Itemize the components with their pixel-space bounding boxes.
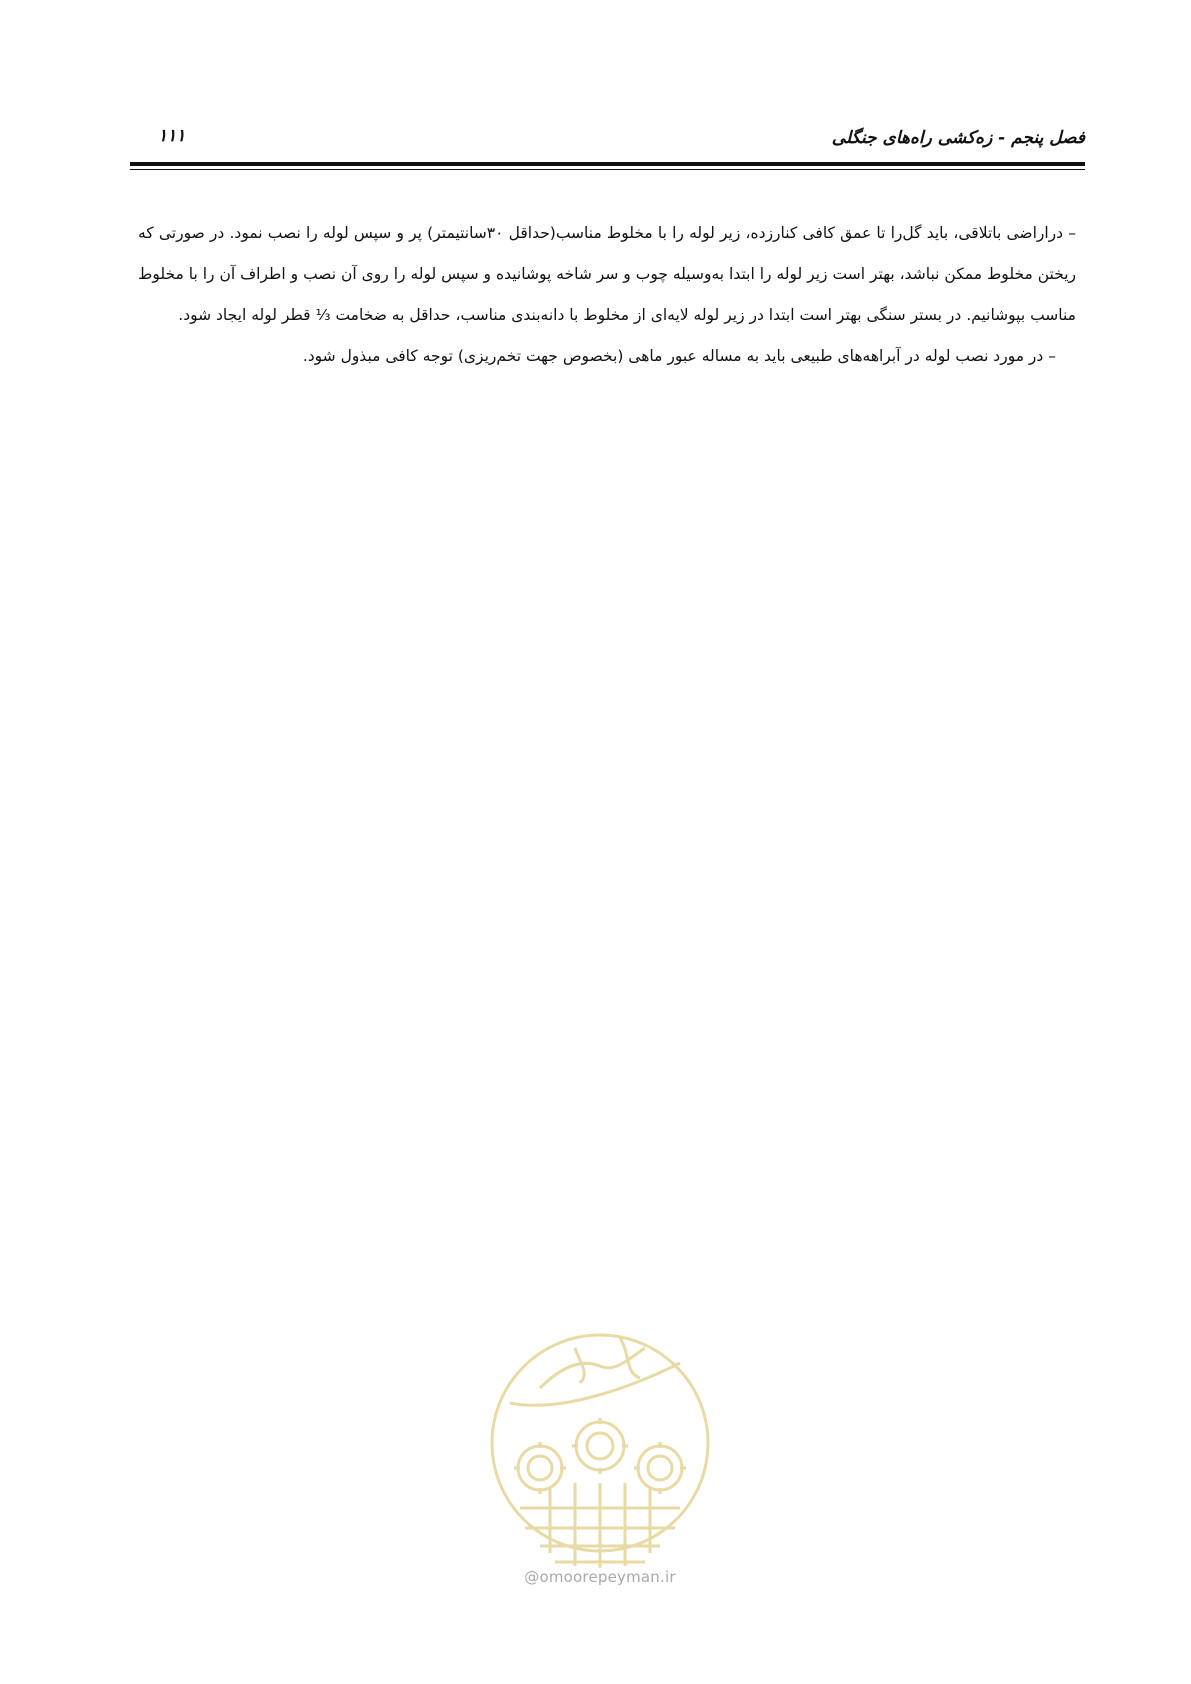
- chapter-title: فصل پنجم - زه‌کشی راه‌های جنگلی: [831, 128, 1085, 148]
- paragraph: – دراراضی باتلاقی، باید گل‌را تا عمق کافی کنارزده، زیر لوله را با مخلوط مناسب(حداقل ۳۰سانتیمتر) پر و سپس لوله را نصب نمود. در صورتی که ریختن مخلوط ممکن نباشد، بهتر است زیر لوله را ابتدا به‌وسیله چوب و سر شاخه پوشانیده و سپس لوله را روی آن نصب و اطراف آن را با مخلوط مناسب بپوشانیم. در بستر سنگی بهتر است ابتدا در زیر لوله لایه‌ای از مخلوط با دانه‌بندی مناسب، حداقل به ضخامت ⅓ قطر لوله ایجاد شود.: [138, 224, 1076, 324]
- paragraph: – در مورد نصب لوله در آبراهه‌های طبیعی باید به مساله عبور ماهی (بخصوص جهت تخم‌ریزی) توجه کافی مبذول شود.: [302, 347, 1056, 365]
- header-rule-thick: [130, 162, 1085, 166]
- page-header: [130, 124, 1085, 154]
- watermark-site: @omoorepeyman.ir: [524, 1568, 676, 1586]
- watermark-logo: [480, 1318, 720, 1578]
- header-rule-thin: [130, 169, 1085, 170]
- body-text: [138, 213, 1076, 377]
- page-number: ۱۱۱: [158, 126, 186, 146]
